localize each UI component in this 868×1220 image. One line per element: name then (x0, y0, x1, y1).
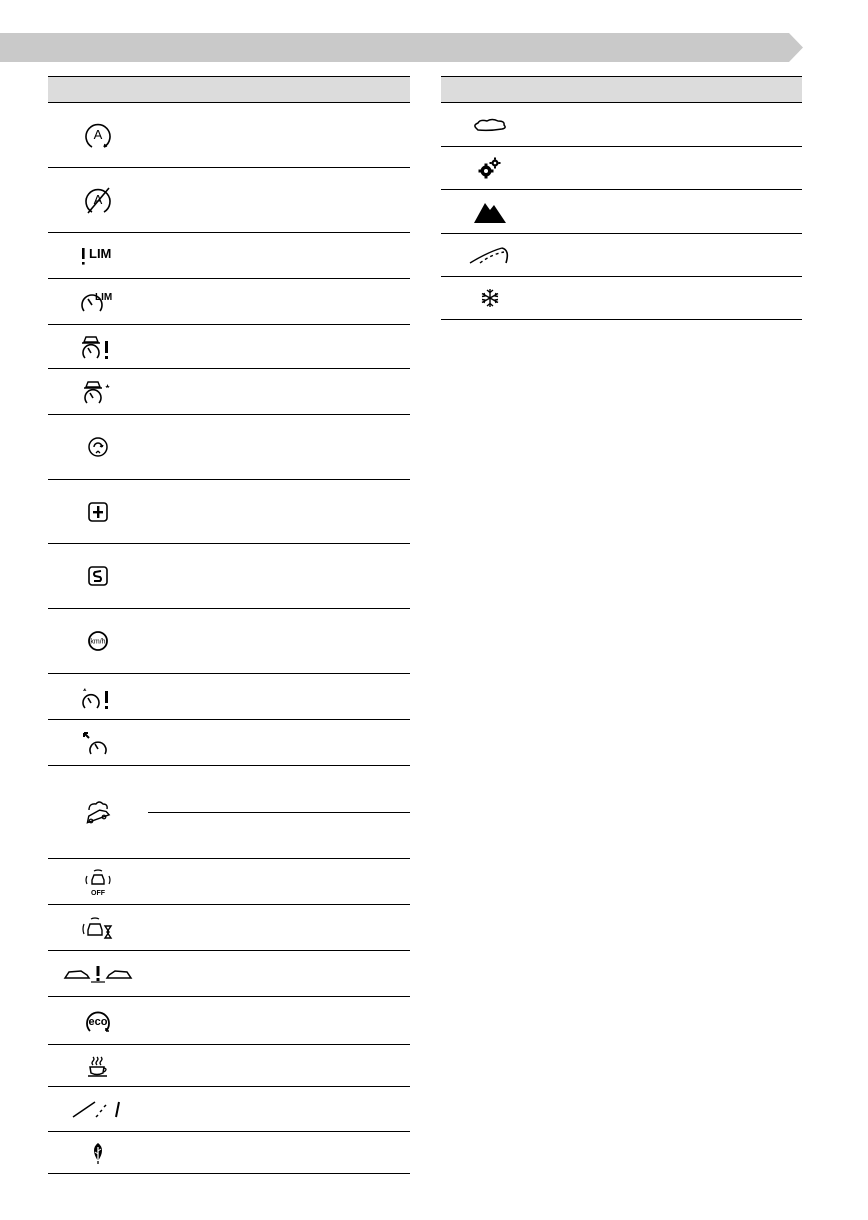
table-row (48, 1045, 410, 1087)
table-row (48, 766, 410, 859)
left-table (48, 76, 410, 1174)
table-row (48, 168, 410, 233)
table-row (48, 609, 410, 674)
table-row (48, 103, 410, 168)
coffee-break-icon (85, 1054, 111, 1078)
svg-text:LIM: LIM (89, 245, 112, 261)
table-row (48, 674, 410, 720)
table-row (441, 234, 802, 277)
table-row (48, 415, 410, 480)
svg-text:km/h: km/h (90, 638, 106, 646)
speed-warning-alert-icon (78, 683, 118, 711)
table-row (48, 859, 410, 905)
vehicle-distance-alert-icon (63, 962, 133, 986)
right-table-header (441, 76, 802, 103)
intersection-icon (86, 500, 110, 524)
sensor-off-label: OFF (91, 889, 105, 897)
table-row (441, 103, 802, 147)
sensor-off-icon (81, 867, 115, 897)
snowflake-icon (479, 287, 501, 309)
table-row (48, 951, 410, 997)
mountain-icon (472, 199, 508, 225)
speed-limiter-gauge-icon (78, 289, 118, 315)
table-row (48, 905, 410, 951)
svg-text:A: A (93, 127, 103, 142)
table-row (48, 325, 410, 369)
cloud-icon (470, 115, 510, 135)
table-row (48, 233, 410, 279)
roundabout-icon (85, 434, 111, 460)
svg-text:A: A (93, 192, 103, 207)
left-table-header (48, 76, 410, 103)
svg-text:eco: eco (88, 1015, 108, 1028)
table-row (48, 1087, 410, 1132)
kmh-sign-icon (85, 628, 111, 654)
winding-road-icon (468, 244, 512, 266)
speed-arrow-gauge-icon (78, 729, 118, 757)
cruise-control-a-icon (83, 119, 113, 151)
table-row (441, 147, 802, 190)
table-row (48, 279, 410, 325)
table-row (48, 1132, 410, 1174)
curve-road-icon (86, 564, 110, 588)
eco-leaf-icon (87, 1141, 109, 1165)
section-banner (0, 33, 803, 62)
sensor-hourglass-icon (80, 914, 116, 942)
table-row (48, 480, 410, 544)
eco-mode-icon (82, 1006, 114, 1036)
gears-icon (477, 156, 503, 180)
lane-lines-icon (70, 1098, 126, 1120)
table-row (48, 720, 410, 766)
adaptive-cruise-alert-icon (78, 333, 118, 361)
table-row (48, 544, 410, 609)
right-table (441, 76, 802, 320)
table-row (441, 190, 802, 234)
footer-bar (0, 1213, 868, 1220)
row-divider (148, 812, 410, 813)
adaptive-cruise-spark-icon (78, 378, 118, 406)
table-row (48, 997, 410, 1045)
table-row (48, 369, 410, 415)
table-row (441, 277, 802, 320)
weather-car-icon (81, 798, 115, 826)
cruise-control-a-off-icon (83, 184, 113, 216)
speed-limiter-alert-icon (78, 244, 118, 268)
svg-text:LIM: LIM (95, 291, 113, 303)
